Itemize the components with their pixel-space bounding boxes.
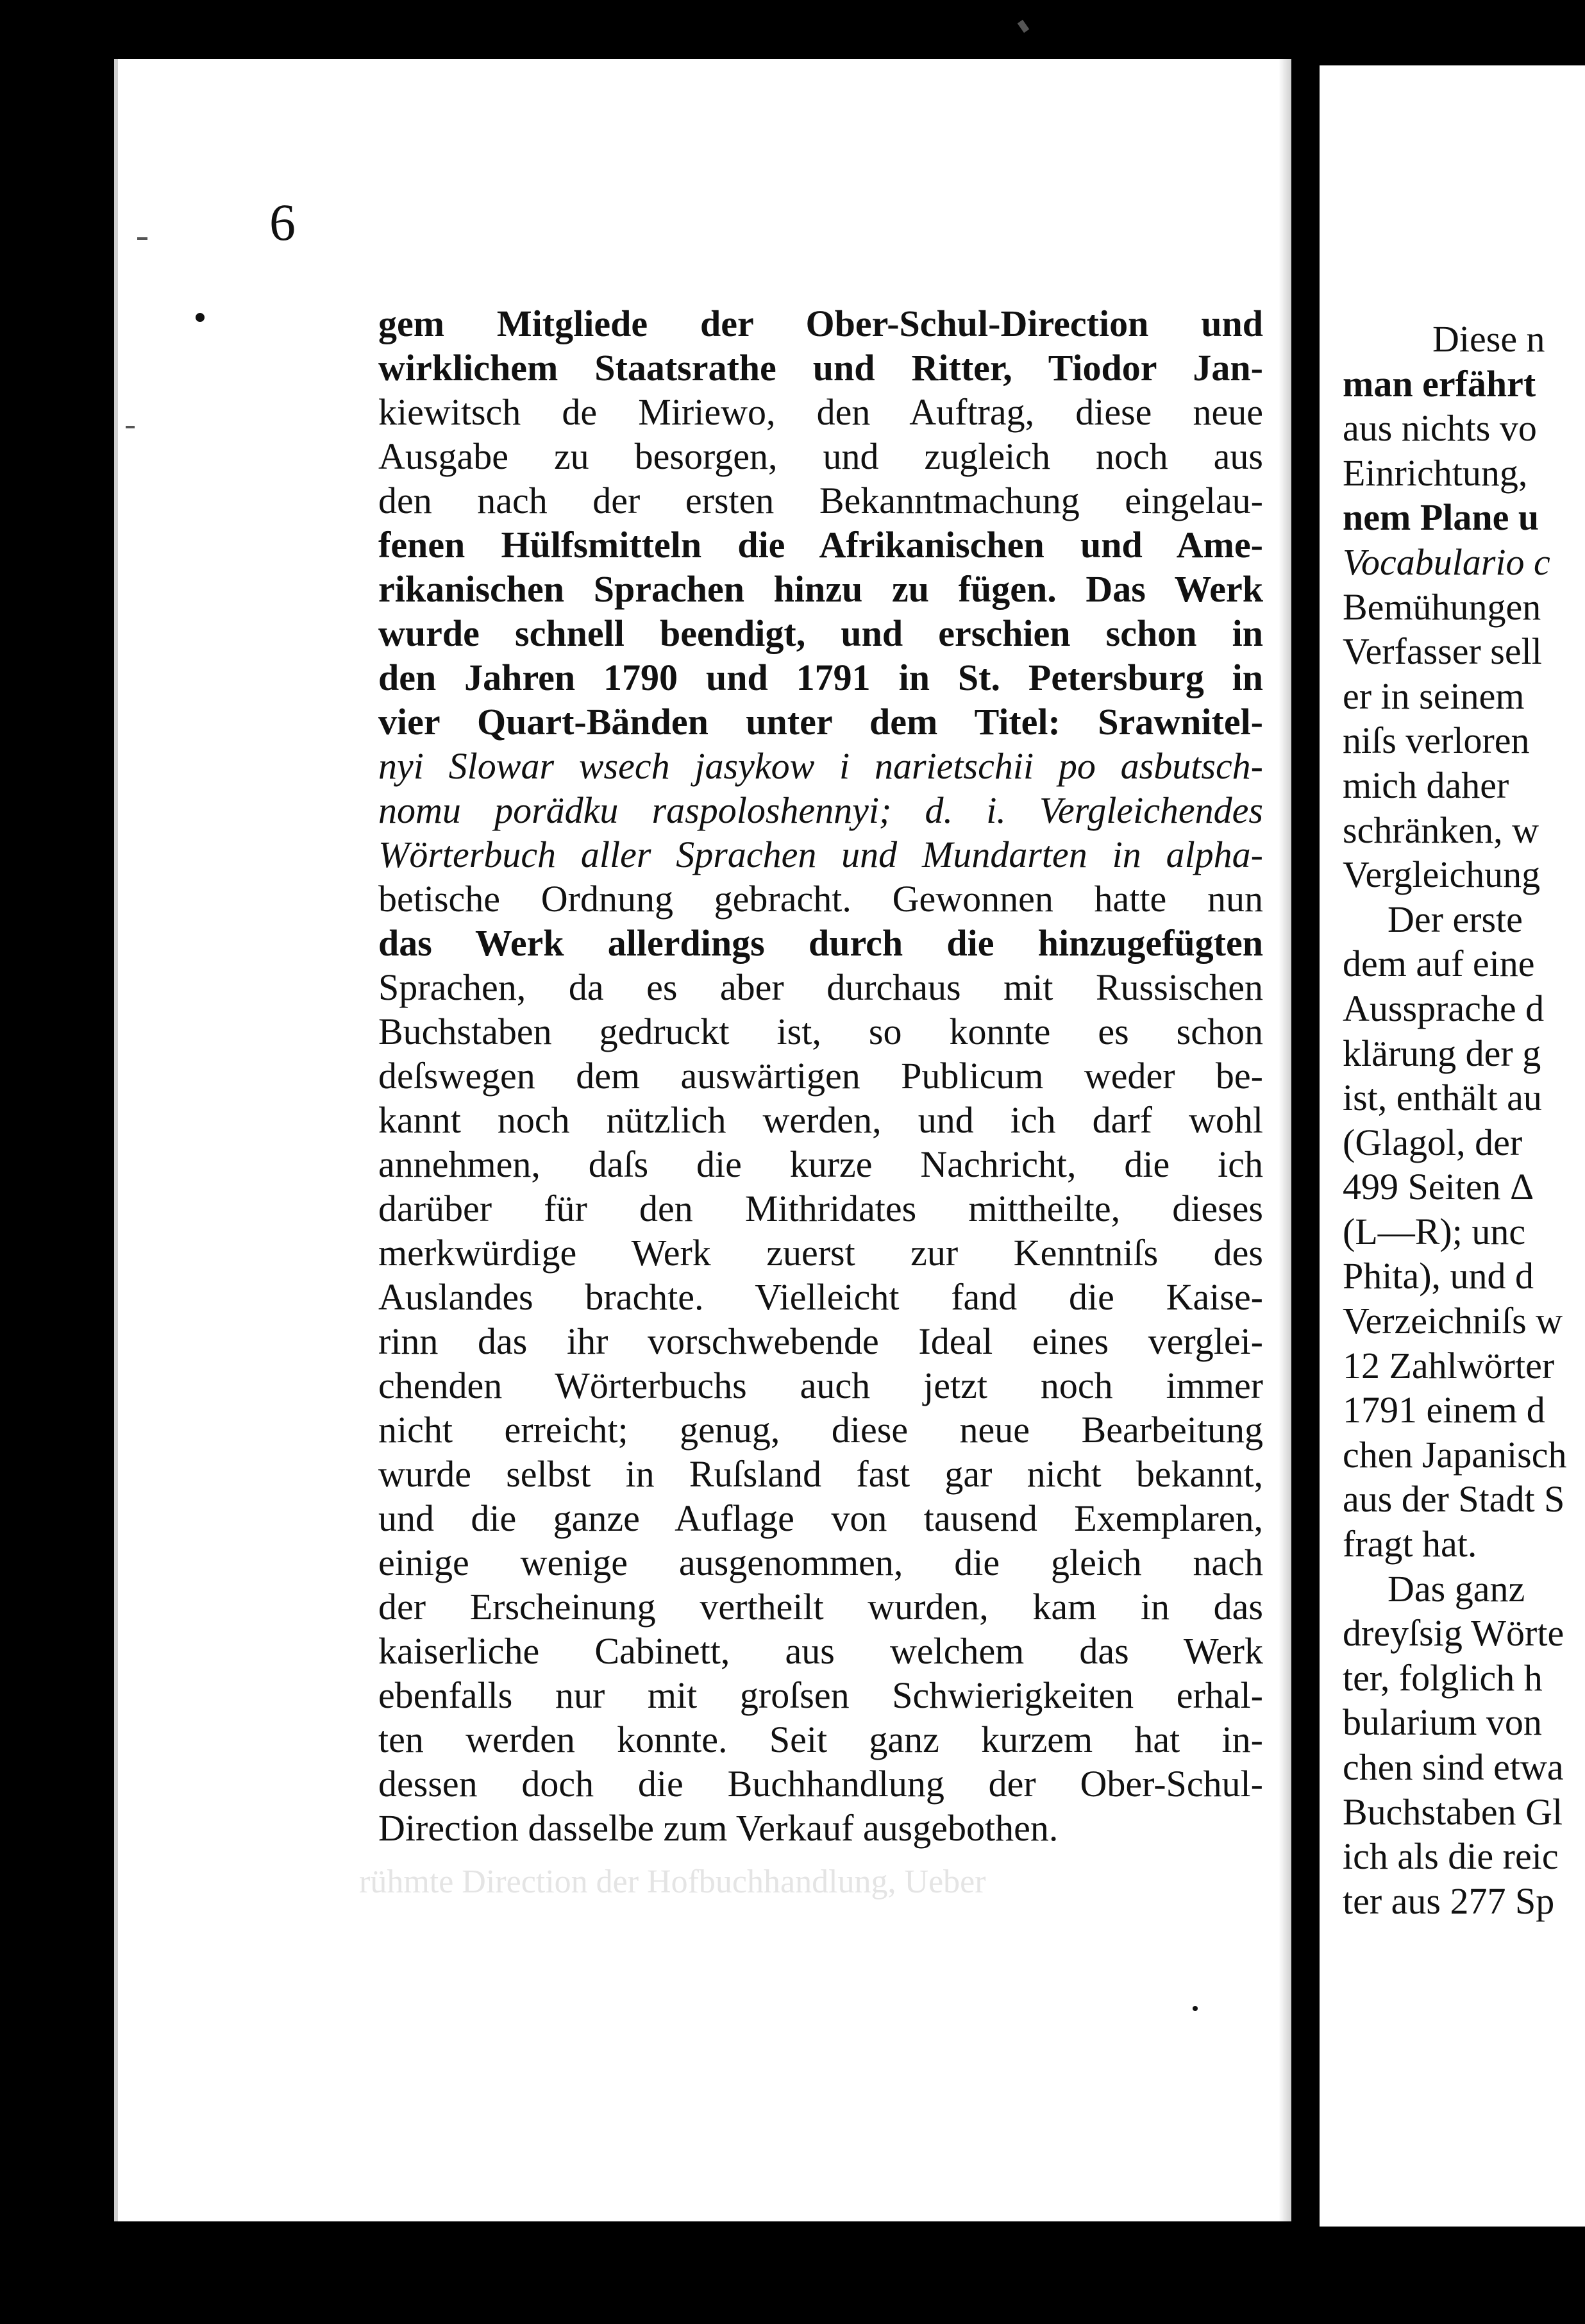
text-line: den nach der ersten Bekanntmachung eingelau- [378, 480, 1263, 521]
text-line: Auslandes brachte. Vielleicht fand die Kaise- [378, 1276, 1263, 1318]
right-page-body-text [1343, 317, 1585, 1923]
text-line: wurde selbst in Ruſsland fast gar nicht bekannt, [378, 1453, 1263, 1495]
text-line: nem Plane u [1343, 496, 1539, 539]
text-line: wurde schnell beendigt, und erschien schon in [378, 612, 1263, 654]
text-line: Diese n [1432, 318, 1545, 360]
margin-mark [126, 426, 135, 428]
text-line: ebenfalls nur mit groſsen Schwierigkeiten erhal- [378, 1674, 1263, 1716]
text-line: (L—R); unc [1343, 1210, 1526, 1252]
text-line: chen Japanisch [1343, 1433, 1567, 1476]
text-line: merkwürdige Werk zuerst zur Kenntniſs des [378, 1232, 1263, 1274]
text-line: aus nichts vo [1343, 407, 1537, 450]
ink-speck [196, 313, 205, 322]
text-line: 12 Zahlwörter [1343, 1344, 1555, 1386]
text-line: schränken, w [1343, 809, 1539, 851]
left-page-body-text [378, 301, 1263, 1850]
text-line: betische Ordnung gebracht. Gewonnen hatte nun [378, 878, 1263, 920]
bleed-through-text: rühmte Direction der Hofbuchhandlung, Ueber [359, 1864, 986, 1900]
text-line: Direction dasselbe zum Verkauf ausgebothen. [378, 1807, 1059, 1849]
text-line: fragt hat. [1343, 1523, 1477, 1565]
text-line: das Werk allerdings durch die hinzugefügten [378, 922, 1263, 964]
text-line: gem Mitgliede der Ober-Schul-Direction und [378, 303, 1263, 344]
margin-mark [137, 237, 147, 240]
text-line: ten werden konnte. Seit ganz kurzem hat in- [378, 1719, 1263, 1760]
text-line: bularium von [1343, 1701, 1542, 1744]
text-line: Phita), und d [1343, 1255, 1534, 1297]
text-line: nomu porädku raspoloshennyi; d. i. Vergleichendes [378, 789, 1263, 831]
text-line: Der erste [1388, 898, 1523, 940]
text-line: chenden Wörterbuchs auch jetzt noch immer [378, 1365, 1263, 1406]
text-line: Ausgabe zu besorgen, und zugleich noch aus [378, 435, 1263, 477]
text-line: rikanischen Sprachen hinzu zu fügen. Das Werk [378, 568, 1263, 610]
text-line: Bemühungen [1343, 585, 1541, 628]
text-line: annehmen, daſs die kurze Nachricht, die ich [378, 1143, 1263, 1185]
text-line: vier Quart-Bänden unter dem Titel: Srawnitel- [378, 701, 1263, 743]
text-line: ter, folglich h [1343, 1656, 1543, 1699]
text-line: ter aus 277 Sp [1343, 1880, 1555, 1922]
text-line: kaiserliche Cabinett, aus welchem das Werk [378, 1630, 1263, 1672]
text-line: Verfasser sell [1343, 630, 1542, 673]
text-line: ich als die reic [1343, 1835, 1559, 1878]
text-line: wirklichem Staatsrathe und Ritter, Tiodor Jan- [378, 347, 1263, 389]
text-line: darüber für den Mithridates mittheilte, dieses [378, 1188, 1263, 1229]
text-line: Wörterbuch aller Sprachen und Mundarten in alpha- [378, 834, 1263, 875]
text-line: einige wenige ausgenommen, die gleich nach [378, 1542, 1263, 1583]
text-line: Aussprache d [1343, 987, 1545, 1029]
page-number: 6 [269, 193, 296, 251]
text-line: dreyſsig Wörte [1343, 1612, 1564, 1655]
text-line: Das ganz [1388, 1567, 1525, 1610]
text-line: aus der Stadt S [1343, 1478, 1565, 1520]
text-line: chen sind etwa [1343, 1746, 1564, 1788]
text-line: kannt noch nützlich werden, und ich darf wohl [378, 1099, 1263, 1141]
text-line: (Glagol, der [1343, 1121, 1523, 1163]
text-line: Einrichtung, [1343, 451, 1528, 494]
text-line: fenen Hülfsmitteln die Afrikanischen und Ame- [378, 524, 1263, 566]
text-line: Verzeichniſs w [1343, 1300, 1563, 1342]
text-line: kiewitsch de Miriewo, den Auftrag, diese neue [378, 391, 1263, 433]
text-line: rinn das ihr vorschwebende Ideal eines verglei- [378, 1320, 1263, 1362]
text-line: nicht erreicht; genug, diese neue Bearbeitung [378, 1409, 1263, 1451]
text-line: 499 Seiten Δ [1343, 1166, 1534, 1208]
text-line: den Jahren 1790 und 1791 in St. Petersburg in [378, 657, 1263, 698]
text-line: er in seinem [1343, 675, 1525, 717]
page-gutter [1279, 59, 1291, 2221]
text-line: nyi Slowar wsech jasykow i narietschii po asbutsch- [378, 745, 1263, 787]
text-line: dem auf eine [1343, 943, 1535, 985]
right-page [1320, 65, 1585, 2227]
ink-speck [1193, 2006, 1198, 2011]
text-line: Vocabulario c [1343, 541, 1550, 583]
text-line: man erfährt [1343, 362, 1536, 405]
text-line: dessen doch die Buchhandlung der Ober-Schul- [378, 1763, 1263, 1805]
text-line: und die ganze Auflage von tausend Exemplaren, [378, 1497, 1263, 1539]
text-line: Buchstaben gedruckt ist, so konnte es schon [378, 1011, 1263, 1052]
text-line: niſs verloren [1343, 720, 1530, 762]
text-line: Buchstaben Gl [1343, 1790, 1563, 1833]
text-line: Vergleichung [1343, 854, 1541, 896]
text-line: 1791 einem d [1343, 1389, 1545, 1431]
text-line: Sprachen, da es aber durchaus mit Russischen [378, 966, 1263, 1008]
text-line: ist, enthält au [1343, 1077, 1542, 1119]
text-line: mich daher [1343, 764, 1509, 806]
text-line: klärung der g [1343, 1032, 1541, 1074]
text-line: deſswegen dem auswärtigen Publicum weder be- [378, 1055, 1263, 1097]
text-line: der Erscheinung vertheilt wurden, kam in das [378, 1586, 1263, 1628]
